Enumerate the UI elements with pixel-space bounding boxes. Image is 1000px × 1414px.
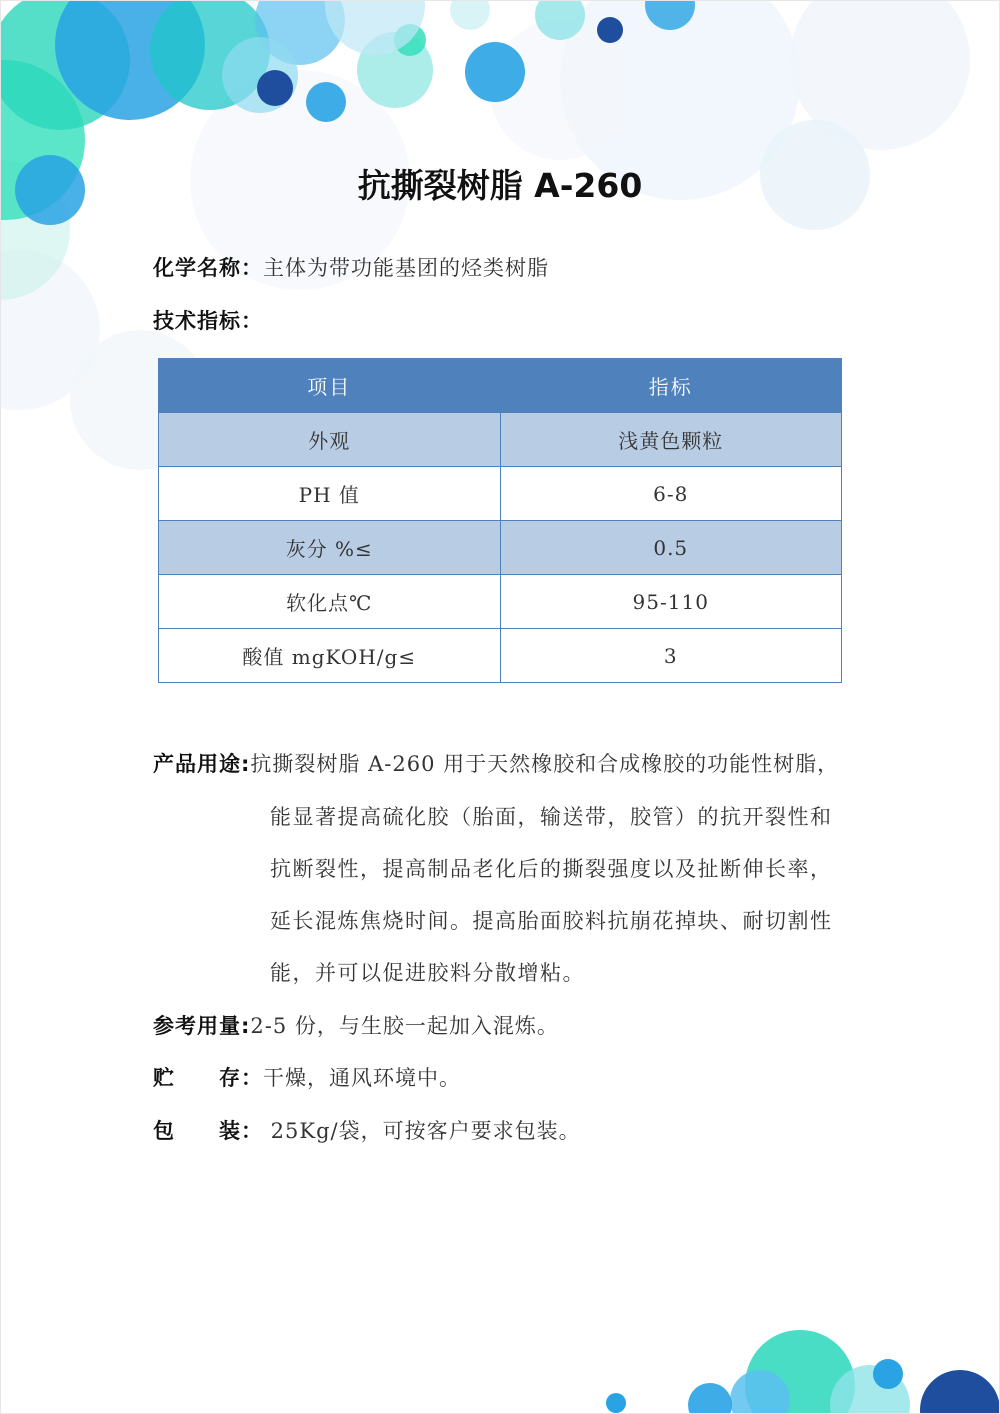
table-header-value: 指标	[500, 359, 842, 413]
document-title: 抗撕裂树脂 A-260	[357, 166, 643, 205]
table-row	[159, 575, 842, 629]
table-cell-value: 浅黄色颗粒	[500, 413, 842, 467]
packaging-value: 25Kg/袋，可按客户要求包装。	[263, 1119, 581, 1143]
usage-text-line: 能显著提高硫化胶（胎面，输送带，胶管）的抗开裂性和	[270, 805, 833, 829]
table-row	[159, 467, 842, 521]
dosage-value: 2-5 份，与生胶一起加入混炼。	[250, 1014, 559, 1038]
table-cell-item: 软化点℃	[159, 575, 501, 629]
table-row	[159, 629, 842, 683]
usage-label: 产品用途:	[153, 752, 251, 776]
storage-value: 干燥，通风环境中。	[263, 1066, 461, 1090]
dosage-line	[153, 1010, 559, 1040]
table-cell-value: 95-110	[500, 575, 842, 629]
table-cell-value: 6-8	[500, 467, 842, 521]
packaging-label: 包 装：	[153, 1119, 263, 1143]
chemical-name-value: 主体为带功能基团的烃类树脂	[263, 256, 549, 280]
specs-label: 技术指标：	[153, 309, 263, 333]
table-cell-item: 灰分 %≤	[159, 521, 501, 575]
chemical-name-label: 化学名称：	[153, 256, 263, 280]
storage-line	[153, 1062, 461, 1092]
table-header-item: 项目	[159, 359, 501, 413]
usage-text-line: 抗断裂性，提高制品老化后的撕裂强度以及扯断伸长率，	[270, 857, 833, 881]
table-row	[159, 521, 842, 575]
table-cell-item: PH 值	[159, 467, 501, 521]
spec-table	[158, 358, 842, 683]
table-header-row	[159, 359, 842, 413]
table-row	[159, 413, 842, 467]
table-cell-value: 0.5	[500, 521, 842, 575]
specs-heading	[153, 305, 263, 335]
usage-line	[153, 748, 839, 778]
table-cell-value: 3	[500, 629, 842, 683]
table-cell-item: 外观	[159, 413, 501, 467]
dosage-label: 参考用量:	[153, 1014, 251, 1038]
packaging-line	[153, 1115, 581, 1145]
table-cell-item: 酸值 mgKOH/g≤	[159, 629, 501, 683]
storage-label: 贮 存：	[153, 1066, 263, 1090]
usage-text-line: 抗撕裂树脂 A-260 用于天然橡胶和合成橡胶的功能性树脂，	[250, 752, 840, 776]
chemical-name-line	[153, 252, 549, 282]
usage-text-line: 能，并可以促进胶料分散增粘。	[270, 961, 585, 985]
usage-text-line: 延长混炼焦烧时间。提高胎面胶料抗崩花掉块、耐切割性	[270, 909, 833, 933]
